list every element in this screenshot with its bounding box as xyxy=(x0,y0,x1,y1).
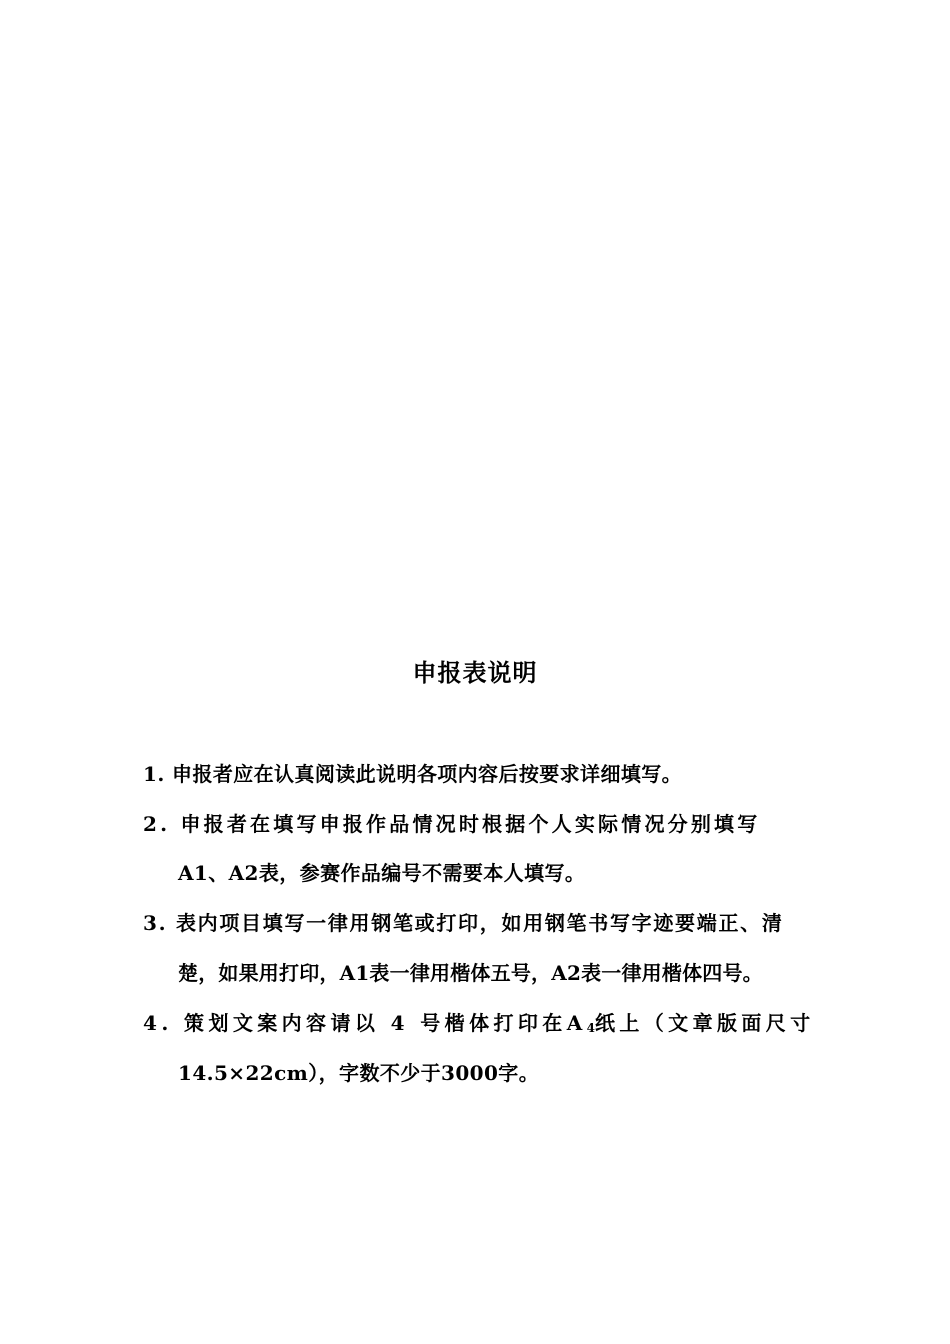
instruction-item-2-continued: A1、A2表，参赛作品编号不需要本人填写。 xyxy=(178,861,586,885)
paper-size-subscript: 4 xyxy=(586,1021,595,1035)
instruction-item-2: 2. 申报者在填写申报作品情况时根据个人实际情况分别填写 xyxy=(143,812,761,836)
instruction-item-4-continued: 14.5×22cm），字数不少于3000字。 xyxy=(178,1061,540,1085)
instruction-item-3: 3. 表内项目填写一律用钢笔或打印，如用钢笔书写字迹要端正、清 xyxy=(143,911,784,935)
instruction-item-3-continued: 楚，如果用打印，A1表一律用楷体五号，A2表一律用楷体四号。 xyxy=(178,961,763,985)
instruction-item-4-text-a: 4. 策划文案内容请以 4 号楷体打印在 xyxy=(143,1011,567,1035)
instruction-item-4 xyxy=(143,1008,815,1043)
page-title: 申报表说明 xyxy=(412,658,538,687)
paper-size-letter: A xyxy=(566,1011,587,1035)
instruction-item-4-text-b: 纸上（文章版面尺寸 xyxy=(594,1011,815,1035)
instruction-item-1: 1. 申报者应在认真阅读此说明各项内容后按要求详细填写。 xyxy=(143,762,683,786)
